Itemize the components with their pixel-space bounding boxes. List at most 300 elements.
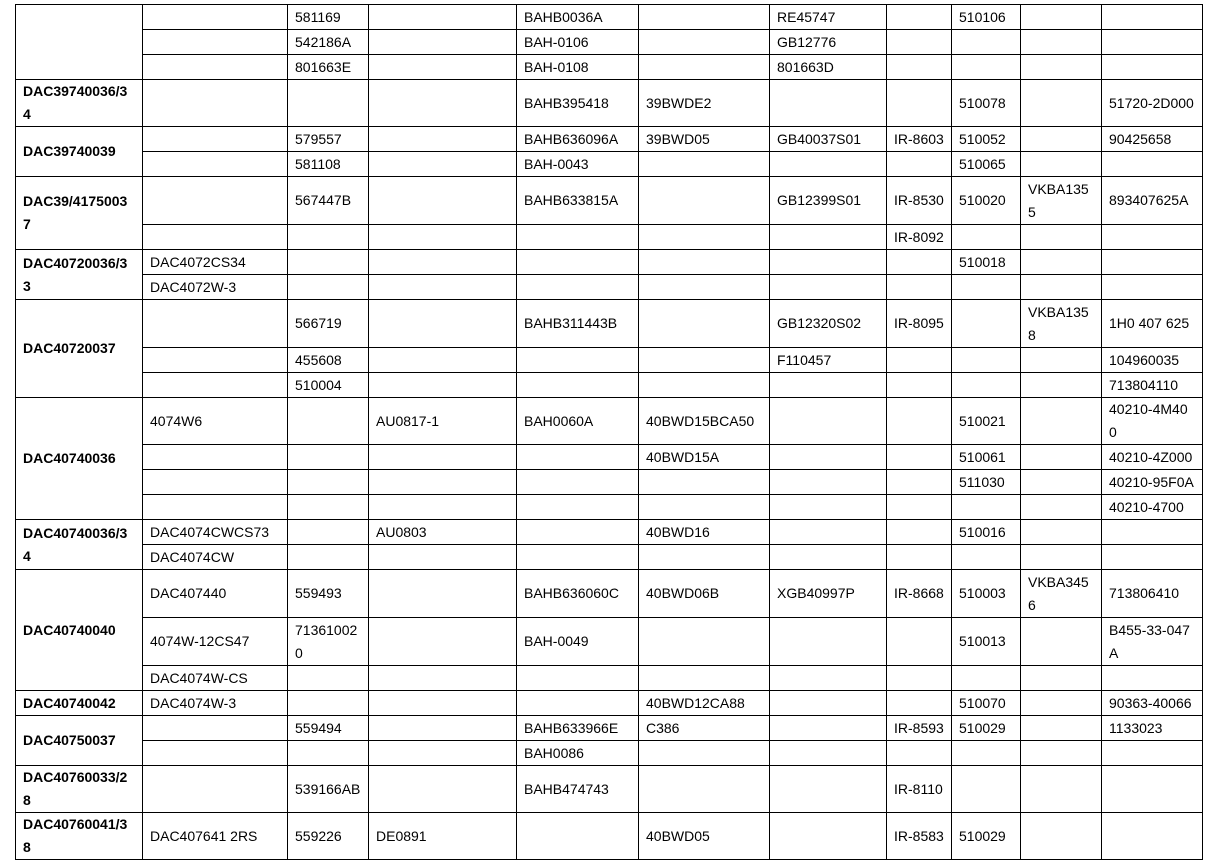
cell-col-1 (143, 127, 288, 152)
cell-col-1 (143, 300, 288, 348)
cell-col-4: BAHB0036A (517, 5, 639, 30)
cell-col-10: 713806410 (1102, 570, 1203, 618)
cell-col-8 (952, 55, 1021, 80)
cell-col-2: 566719 (288, 300, 369, 348)
cell-col-6 (770, 445, 887, 470)
table-body (16, 5, 1203, 860)
cell-col-4 (517, 495, 639, 520)
cell-col-1 (143, 177, 288, 225)
part-number-cell: DAC40740036 (16, 398, 143, 520)
cell-col-9 (1021, 80, 1102, 127)
cell-col-7: IR-8668 (887, 570, 952, 618)
cell-col-1 (143, 5, 288, 30)
cell-col-3 (369, 495, 517, 520)
cell-col-8 (952, 741, 1021, 766)
cell-col-7: IR-8110 (887, 766, 952, 813)
cell-col-1: DAC4074CWCS73 (143, 520, 288, 545)
cell-col-10: 51720-2D000 (1102, 80, 1203, 127)
cell-col-2: 559493 (288, 570, 369, 618)
cell-col-1: DAC4072W-3 (143, 275, 288, 300)
cell-col-4: BAHB395418 (517, 80, 639, 127)
cell-col-2: 455608 (288, 348, 369, 373)
cell-col-9 (1021, 766, 1102, 813)
cell-col-2: 581108 (288, 152, 369, 177)
part-number-cell: DAC40720037 (16, 300, 143, 398)
cell-col-1: DAC407641 2RS (143, 813, 288, 860)
cell-col-10: B455-33-047A (1102, 618, 1203, 666)
cell-col-1 (143, 30, 288, 55)
cell-col-10: 90363-40066 (1102, 691, 1203, 716)
cell-col-1: 4074W-12CS47 (143, 618, 288, 666)
cell-col-9 (1021, 495, 1102, 520)
cell-col-3: AU0803 (369, 520, 517, 545)
cell-col-9 (1021, 445, 1102, 470)
cell-col-5: 40BWD06B (639, 570, 770, 618)
cell-col-2: 579557 (288, 127, 369, 152)
cell-col-2 (288, 470, 369, 495)
cell-col-9 (1021, 250, 1102, 275)
cell-col-3 (369, 445, 517, 470)
cell-col-10 (1102, 275, 1203, 300)
cell-col-8 (952, 373, 1021, 398)
cell-col-5: 39BWDE2 (639, 80, 770, 127)
cell-col-5: C386 (639, 716, 770, 741)
cell-col-8: 510029 (952, 716, 1021, 741)
cell-col-6: RE45747 (770, 5, 887, 30)
cell-col-7 (887, 545, 952, 570)
cell-col-8: 510021 (952, 398, 1021, 445)
cell-col-1 (143, 766, 288, 813)
cell-col-8: 510078 (952, 80, 1021, 127)
cell-col-5 (639, 152, 770, 177)
part-number-cell: DAC40720036/33 (16, 250, 143, 300)
part-number-cell: DAC40740040 (16, 570, 143, 691)
cell-col-3 (369, 5, 517, 30)
cell-col-10 (1102, 766, 1203, 813)
cell-col-3 (369, 373, 517, 398)
cell-col-9 (1021, 813, 1102, 860)
table-row (16, 55, 1203, 80)
cell-col-1 (143, 55, 288, 80)
table-row (16, 127, 1203, 152)
cell-col-10: 40210-4700 (1102, 495, 1203, 520)
cell-col-1 (143, 225, 288, 250)
cell-col-2 (288, 250, 369, 275)
cell-col-3 (369, 80, 517, 127)
cell-col-2: 559494 (288, 716, 369, 741)
cell-col-6: XGB40997P (770, 570, 887, 618)
cell-col-10: 40210-95F0A (1102, 470, 1203, 495)
cell-col-6 (770, 373, 887, 398)
cell-col-3 (369, 716, 517, 741)
cell-col-2 (288, 80, 369, 127)
cell-col-7 (887, 250, 952, 275)
cell-col-6 (770, 152, 887, 177)
table-row (16, 813, 1203, 860)
cell-col-3 (369, 127, 517, 152)
cell-col-1 (143, 80, 288, 127)
cell-col-2: 801663E (288, 55, 369, 80)
part-number-cell: DAC40740042 (16, 691, 143, 716)
part-number-cell (16, 5, 143, 80)
cell-col-3 (369, 618, 517, 666)
cell-col-7 (887, 520, 952, 545)
part-number-cell: DAC40750037 (16, 716, 143, 766)
cell-col-2 (288, 520, 369, 545)
cell-col-4: BAHB633815A (517, 177, 639, 225)
table-row (16, 225, 1203, 250)
cell-col-2 (288, 445, 369, 470)
table-row (16, 520, 1203, 545)
cell-col-8 (952, 30, 1021, 55)
cell-col-6 (770, 813, 887, 860)
cell-col-6 (770, 495, 887, 520)
cell-col-7 (887, 5, 952, 30)
cell-col-2 (288, 275, 369, 300)
cell-col-7 (887, 398, 952, 445)
cell-col-8 (952, 766, 1021, 813)
table-row (16, 618, 1203, 666)
cell-col-9 (1021, 225, 1102, 250)
cell-col-5 (639, 300, 770, 348)
cell-col-8 (952, 666, 1021, 691)
cell-col-4: BAHB636060C (517, 570, 639, 618)
cell-col-8: 510061 (952, 445, 1021, 470)
cell-col-3 (369, 152, 517, 177)
cell-col-4 (517, 520, 639, 545)
cell-col-8: 510052 (952, 127, 1021, 152)
cell-col-8: 510016 (952, 520, 1021, 545)
cell-col-1: DAC407440 (143, 570, 288, 618)
cell-col-4 (517, 373, 639, 398)
cell-col-5: 40BWD05 (639, 813, 770, 860)
cell-col-7: IR-8530 (887, 177, 952, 225)
cell-col-6 (770, 545, 887, 570)
cell-col-5 (639, 373, 770, 398)
cell-col-9: VKBA1355 (1021, 177, 1102, 225)
cell-col-6: GB12399S01 (770, 177, 887, 225)
cell-col-10 (1102, 666, 1203, 691)
cell-col-9 (1021, 691, 1102, 716)
cell-col-3 (369, 55, 517, 80)
cell-col-6 (770, 250, 887, 275)
cell-col-7: IR-8095 (887, 300, 952, 348)
cell-col-1 (143, 716, 288, 741)
cell-col-7 (887, 470, 952, 495)
cell-col-4: BAHB474743 (517, 766, 639, 813)
cell-col-3 (369, 470, 517, 495)
part-number-cell: DAC40760033/28 (16, 766, 143, 813)
part-number-cell: DAC39740036/34 (16, 80, 143, 127)
cell-col-5 (639, 30, 770, 55)
cell-col-4 (517, 545, 639, 570)
cell-col-6 (770, 691, 887, 716)
table-row (16, 545, 1203, 570)
cell-col-10 (1102, 30, 1203, 55)
cell-col-3 (369, 766, 517, 813)
cell-col-9 (1021, 741, 1102, 766)
cell-col-4: BAH-0049 (517, 618, 639, 666)
cell-col-7 (887, 618, 952, 666)
cell-col-6 (770, 618, 887, 666)
cell-col-2 (288, 741, 369, 766)
table-row (16, 766, 1203, 813)
cell-col-3 (369, 225, 517, 250)
cell-col-8: 510070 (952, 691, 1021, 716)
cell-col-5 (639, 250, 770, 275)
part-number-cell: DAC40740036/34 (16, 520, 143, 570)
cell-col-9 (1021, 55, 1102, 80)
cell-col-6 (770, 741, 887, 766)
cell-col-2 (288, 666, 369, 691)
cell-col-2 (288, 691, 369, 716)
cell-col-3: DE0891 (369, 813, 517, 860)
cell-col-6: GB40037S01 (770, 127, 887, 152)
cell-col-4 (517, 445, 639, 470)
part-number-cell: DAC40760041/38 (16, 813, 143, 860)
cell-col-4 (517, 275, 639, 300)
cell-col-7 (887, 495, 952, 520)
cell-col-10 (1102, 250, 1203, 275)
cell-col-6 (770, 398, 887, 445)
cell-col-6 (770, 520, 887, 545)
cell-col-3: AU0817-1 (369, 398, 517, 445)
cell-col-5 (639, 55, 770, 80)
cell-col-9 (1021, 152, 1102, 177)
cell-col-2 (288, 398, 369, 445)
cell-col-1 (143, 470, 288, 495)
cell-col-5 (639, 5, 770, 30)
cell-col-9 (1021, 716, 1102, 741)
cell-col-2: 581169 (288, 5, 369, 30)
cell-col-7: IR-8092 (887, 225, 952, 250)
cell-col-6 (770, 80, 887, 127)
cell-col-8 (952, 348, 1021, 373)
cell-col-1: DAC4074CW (143, 545, 288, 570)
cell-col-5 (639, 545, 770, 570)
cell-col-2: 567447B (288, 177, 369, 225)
cell-col-9 (1021, 373, 1102, 398)
cell-col-9 (1021, 666, 1102, 691)
cell-col-9 (1021, 348, 1102, 373)
table-row (16, 373, 1203, 398)
cell-col-7 (887, 691, 952, 716)
cell-col-8 (952, 275, 1021, 300)
cell-col-7 (887, 55, 952, 80)
cell-col-6 (770, 225, 887, 250)
cell-col-7 (887, 152, 952, 177)
table-row (16, 250, 1203, 275)
cell-col-5 (639, 666, 770, 691)
cell-col-4: BAHB633966E (517, 716, 639, 741)
cell-col-3 (369, 545, 517, 570)
cell-col-6: F110457 (770, 348, 887, 373)
cell-col-8: 510013 (952, 618, 1021, 666)
cell-col-6: 801663D (770, 55, 887, 80)
cell-col-5 (639, 470, 770, 495)
cell-col-5: 40BWD16 (639, 520, 770, 545)
cell-col-1: DAC4074W-3 (143, 691, 288, 716)
cell-col-5 (639, 741, 770, 766)
cell-col-8 (952, 495, 1021, 520)
cell-col-8: 510029 (952, 813, 1021, 860)
cell-col-6: GB12320S02 (770, 300, 887, 348)
cell-col-10: 893407625A (1102, 177, 1203, 225)
cell-col-4: BAH-0108 (517, 55, 639, 80)
cell-col-7: IR-8583 (887, 813, 952, 860)
cell-col-4: BAH-0106 (517, 30, 639, 55)
table-row (16, 666, 1203, 691)
cell-col-5: 40BWD15BCA50 (639, 398, 770, 445)
cell-col-10 (1102, 152, 1203, 177)
cell-col-10: 90425658 (1102, 127, 1203, 152)
cell-col-2 (288, 225, 369, 250)
cell-col-8: 510018 (952, 250, 1021, 275)
cell-col-1 (143, 741, 288, 766)
table-row (16, 348, 1203, 373)
cell-col-2: 559226 (288, 813, 369, 860)
cell-col-4 (517, 348, 639, 373)
cell-col-4: BAH0060A (517, 398, 639, 445)
cell-col-9 (1021, 618, 1102, 666)
part-number-cell: DAC39/41750037 (16, 177, 143, 250)
cell-col-7 (887, 348, 952, 373)
cell-col-10: 1133023 (1102, 716, 1203, 741)
cell-col-7: IR-8603 (887, 127, 952, 152)
cell-col-7 (887, 80, 952, 127)
cell-col-3 (369, 570, 517, 618)
cell-col-3 (369, 250, 517, 275)
cell-col-9 (1021, 275, 1102, 300)
cell-col-1: DAC4072CS34 (143, 250, 288, 275)
cell-col-3 (369, 300, 517, 348)
cell-col-5 (639, 766, 770, 813)
cell-col-6: GB12776 (770, 30, 887, 55)
cell-col-4: BAHB311443B (517, 300, 639, 348)
cell-col-2: 539166AB (288, 766, 369, 813)
cell-col-8: 510020 (952, 177, 1021, 225)
cell-col-10 (1102, 55, 1203, 80)
cell-col-8 (952, 225, 1021, 250)
cell-col-10 (1102, 741, 1203, 766)
cell-col-6 (770, 666, 887, 691)
cell-col-8: 510003 (952, 570, 1021, 618)
cell-col-3 (369, 30, 517, 55)
cell-col-6 (770, 766, 887, 813)
cell-col-9 (1021, 5, 1102, 30)
cell-col-10 (1102, 520, 1203, 545)
table-row (16, 275, 1203, 300)
cell-col-4 (517, 813, 639, 860)
table-row (16, 152, 1203, 177)
cell-col-7: IR-8593 (887, 716, 952, 741)
cell-col-1 (143, 373, 288, 398)
table-row (16, 5, 1203, 30)
cell-col-4 (517, 666, 639, 691)
cell-col-3 (369, 691, 517, 716)
cell-col-7 (887, 373, 952, 398)
cell-col-10 (1102, 5, 1203, 30)
cell-col-10 (1102, 813, 1203, 860)
cell-col-9: VKBA1358 (1021, 300, 1102, 348)
cell-col-8 (952, 545, 1021, 570)
cell-col-5 (639, 177, 770, 225)
cell-col-9 (1021, 545, 1102, 570)
table-row (16, 80, 1203, 127)
cell-col-1 (143, 348, 288, 373)
cell-col-1 (143, 495, 288, 520)
table-row (16, 30, 1203, 55)
cell-col-5: 40BWD12CA88 (639, 691, 770, 716)
table-row (16, 716, 1203, 741)
cell-col-5: 39BWD05 (639, 127, 770, 152)
cell-col-6 (770, 470, 887, 495)
table-row (16, 398, 1203, 445)
cell-col-10: 40210-4Z000 (1102, 445, 1203, 470)
cell-col-9 (1021, 30, 1102, 55)
cell-col-2 (288, 545, 369, 570)
cell-col-7 (887, 30, 952, 55)
table-row (16, 445, 1203, 470)
table-row (16, 741, 1203, 766)
cell-col-4 (517, 691, 639, 716)
cell-col-9 (1021, 127, 1102, 152)
cell-col-1 (143, 445, 288, 470)
cell-col-1: DAC4074W-CS (143, 666, 288, 691)
cross-reference-table (15, 4, 1203, 860)
cell-col-4 (517, 250, 639, 275)
cell-col-5 (639, 348, 770, 373)
table-row (16, 570, 1203, 618)
cell-col-8: 511030 (952, 470, 1021, 495)
cell-col-6 (770, 275, 887, 300)
cell-col-9 (1021, 470, 1102, 495)
cell-col-3 (369, 741, 517, 766)
cell-col-7 (887, 445, 952, 470)
cell-col-5 (639, 225, 770, 250)
cell-col-5 (639, 275, 770, 300)
cell-col-2: 510004 (288, 373, 369, 398)
table-row (16, 177, 1203, 225)
table-row (16, 300, 1203, 348)
cell-col-8: 510065 (952, 152, 1021, 177)
cell-col-4: BAHB636096A (517, 127, 639, 152)
cell-col-5: 40BWD15A (639, 445, 770, 470)
cell-col-10: 40210-4M400 (1102, 398, 1203, 445)
cell-col-10 (1102, 545, 1203, 570)
cell-col-7 (887, 666, 952, 691)
cell-col-1 (143, 152, 288, 177)
cell-col-1: 4074W6 (143, 398, 288, 445)
table-row (16, 495, 1203, 520)
cell-col-7 (887, 275, 952, 300)
cell-col-3 (369, 275, 517, 300)
cell-col-4: BAH-0043 (517, 152, 639, 177)
cell-col-3 (369, 666, 517, 691)
cell-col-9 (1021, 398, 1102, 445)
cell-col-10: 104960035 (1102, 348, 1203, 373)
cell-col-2 (288, 495, 369, 520)
cell-col-3 (369, 348, 517, 373)
cell-col-5 (639, 495, 770, 520)
cell-col-7 (887, 741, 952, 766)
cell-col-9: VKBA3456 (1021, 570, 1102, 618)
cell-col-3 (369, 177, 517, 225)
cell-col-8: 510106 (952, 5, 1021, 30)
table-row (16, 470, 1203, 495)
cell-col-10 (1102, 225, 1203, 250)
table-row (16, 691, 1203, 716)
